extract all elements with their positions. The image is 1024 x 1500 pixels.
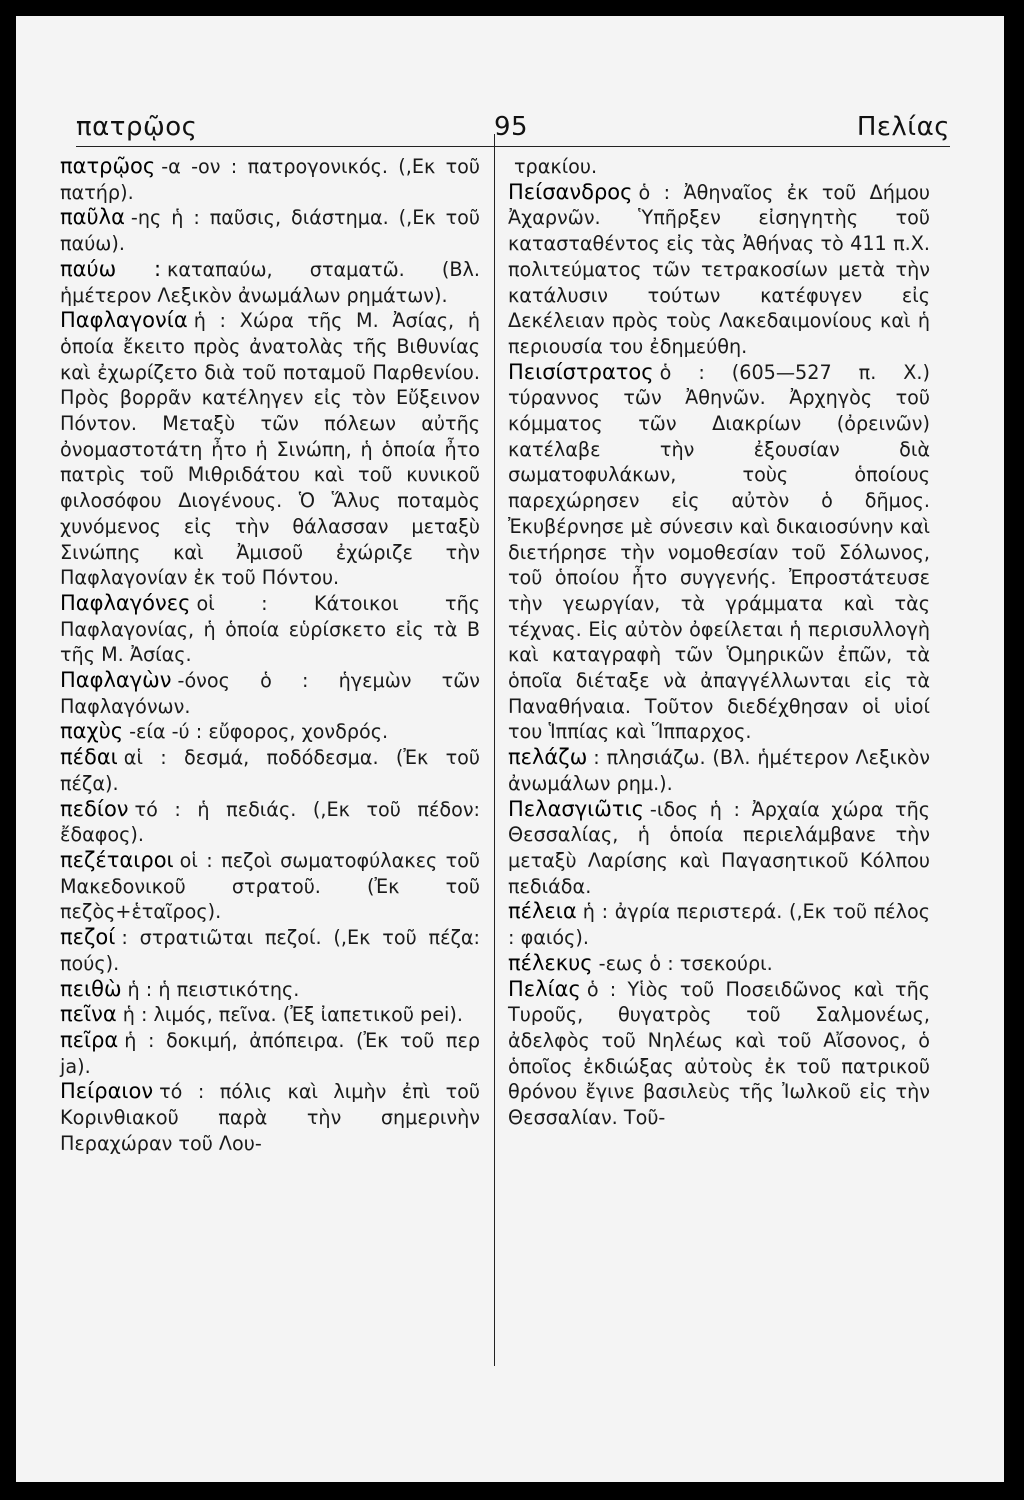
- entry-definition: τό : ἡ πεδιάς. (,Εκ τοῦ πέδον: ἔδαφος).: [60, 797, 480, 847]
- entry-definition: : πλησιάζω. (Βλ. ἡμέτερον Λεξικὸν ἀνωμάλων ρημ.).: [508, 746, 930, 795]
- dictionary-entry: [60, 308, 480, 591]
- dictionary-entry: [60, 205, 480, 256]
- dictionary-entry: [508, 951, 930, 977]
- entry-headword: πεῖνα: [60, 1002, 117, 1027]
- entry-definition: καταπαύω, σταματῶ. (Βλ. ἡμέτερον Λεξικὸν ἀνωμάλων ρημάτων).: [60, 257, 480, 307]
- entry-headword: παχὺς: [60, 719, 124, 744]
- entry-definition: ἡ : Χώρα τῆς Μ. Ἀσίας, ἡ ὁποία ἔκειτο πρὸς ἀνατολὰς τῆς Βιθυνίας καὶ ἐχωρίζετο διὰ τοῦ ποταμοῦ Παρθενίου. Πρὸς βορρᾶν κατέληγεν εἰς τὸν Εὔξεινον Πόντον. Μεταξὺ τῶν πόλεων αὐτῆς ὀνομαστοτάτη ἦτο ἡ Σινώπη, ἡ ὁποία ἦτο πατρὶς τοῦ Μιθριδάτου καὶ τοῦ κυνικοῦ φιλοσόφου Διογένους. Ὁ Ἅλυς ποταμὸς χυνόμενος εἰς τὴν θάλασσαν μεταξὺ Σινώπης καὶ Ἀμισοῦ ἐχώριζε τὴν Παφλαγονίαν ἐκ τοῦ Πόντου.: [60, 309, 480, 590]
- entry-definition: -ης ἡ : παῦσις, διάστημα. (,Εκ τοῦ παύω).: [60, 206, 480, 256]
- entry-definition: -ιδος ἡ : Ἀρχαία χώρα τῆς Θεσσαλίας, ἡ ὁποία περιελάμβανε τὴν μεταξὺ Λαρίσης καὶ Παγασητικοῦ Κόλπου πεδιάδα.: [508, 797, 930, 898]
- entry-definition: -εία -ύ : εὔφορος, χονδρός.: [129, 720, 389, 744]
- dictionary-entry: [60, 1079, 480, 1156]
- entry-headword: πατρῷος: [60, 154, 156, 178]
- header-right-word: Πελίας: [856, 112, 950, 142]
- dictionary-entry: [60, 977, 480, 1003]
- entry-definition: οἱ : πεζοὶ σωματοφύλακες τοῦ Μακεδονικοῦ στρατοῦ. (Ἐκ τοῦ πεζὸς+ἑταῖρος).: [60, 848, 480, 924]
- entry-headword: πελάζω: [508, 745, 588, 770]
- entry-definition: αἱ : δεσμά, ποδόδεσμα. (Ἐκ τοῦ πέζα).: [60, 746, 480, 795]
- dictionary-entry: [60, 591, 480, 668]
- entry-definition: ἡ : δοκιμή, ἀπόπειρα. (Ἐκ τοῦ περ ja).: [60, 1028, 480, 1078]
- dictionary-entry: [508, 899, 930, 950]
- dictionary-entry: [60, 745, 480, 796]
- entry-headword: πέλεκυς: [508, 950, 593, 975]
- right-column: [508, 154, 930, 1131]
- entry-headword: Πείσανδρος: [508, 179, 633, 204]
- dictionary-entry: [60, 668, 480, 719]
- entry-definition: ὁ : (605—527 π. Χ.) τύραννος τῶν Ἀθηνῶν. Ἀρχηγὸς τοῦ κόμματος τῶν Διακρίων (ὀρεινῶν) κατέλαβε τὴν ἐξουσίαν διὰ σωματοφυλάκων, τοὺς ὁποίους παρεχώρησεν εἰς αὐτὸν ὁ δῆμος. Ἐκυβέρνησε μὲ σύνεσιν καὶ δικαιοσύνην καὶ διετήρησε τὴν νομοθεσίαν τοῦ Σόλωνος, τοῦ ὁποίου ἦτο συγγενής. Ἐπροστάτευσε τὴν γεωργίαν, τὰ γράμματα καὶ τὰς τέχνας. Εἰς αὐτὸν ὀφείλεται ἡ περισυλλογὴ καὶ καταγραφὴ τῶν Ὁμηρικῶν ἐπῶν, τὰ ὁποῖα διέταξε νὰ ἀπαγγέλλωνται εἰς τὰ Παναθήναια. Τοῦτον διεδέχθησαν οἱ υἱοί του Ἱππίας καὶ Ἵππαρχος.: [508, 360, 930, 744]
- dictionary-entry: [60, 719, 480, 745]
- dictionary-entry: [60, 257, 480, 308]
- entry-headword: πεδίον: [60, 796, 129, 821]
- dictionary-entry: [60, 925, 480, 976]
- page-header: [76, 112, 950, 147]
- entry-headword: Παφλαγόνες: [60, 590, 191, 615]
- dictionary-entry: [508, 745, 930, 796]
- entry-headword: πέλεια: [508, 899, 577, 924]
- dictionary-entry: [508, 180, 930, 360]
- dictionary-entry: [60, 797, 480, 848]
- entry-definition: ἡ : λιμός, πεῖνα. (Ἐξ ἰαπετικοῦ pei).: [122, 1003, 463, 1027]
- dictionary-entry: [60, 1002, 480, 1028]
- entry-headword: Πείραιον: [60, 1079, 154, 1104]
- dictionary-entry: [60, 848, 480, 925]
- entry-headword: Πεισίστρατος: [508, 359, 654, 384]
- entry-headword: πεῖρα: [60, 1027, 119, 1052]
- dictionary-entry: [60, 154, 480, 205]
- dictionary-entry: [508, 797, 930, 900]
- entry-headword: παύω :: [60, 256, 162, 281]
- entry-definition: -όνος ὁ : ἡγεμὼν τῶν Παφλαγόνων.: [60, 669, 480, 718]
- header-left-word: πατρῷος: [76, 112, 198, 142]
- entry-headword: πέδαι: [60, 745, 118, 770]
- dictionary-entry: [508, 154, 930, 180]
- entry-headword: Πελίας: [508, 976, 581, 1001]
- entry-definition: ἡ : ἀγρία περιστερά. (,Εκ τοῦ πέλος : φαιός).: [508, 900, 930, 950]
- entry-definition: ὁ : Ἀθηναῖος ἐκ τοῦ Δήμου Ἀχαρνῶν. Ὑπῆρξεν εἰσηγητὴς τοῦ κατασταθέντος εἰς τὰς Ἀθήνας τὸ 411 π.Χ. πολιτεύματος τῶν τετρακοσίων μετὰ τὴν κατάλυσιν τούτων κατέφυγεν εἰς Δεκέλειαν πρὸς τοὺς Λακεδαιμονίους καὶ ἡ περιουσία του ἐδημεύθη.: [508, 180, 930, 358]
- entry-definition: -εως ὁ : τσεκούρι.: [598, 951, 773, 975]
- left-column: [60, 154, 480, 1156]
- entry-definition: οἱ : Κάτοικοι τῆς Παφλαγονίας, ἡ ὁποία εὑρίσκετο εἰς τὰ Β τῆς Μ. Ἀσίας.: [60, 591, 480, 667]
- entry-headword: Παφλαγονία: [60, 308, 188, 333]
- entry-definition: ὁ : Υἱὸς τοῦ Ποσειδῶνος καὶ τῆς Τυροῦς, θυγατρὸς τοῦ Σαλμονέως, ἀδελφὸς τοῦ Νηλέως καὶ τοῦ Αἴσονος, ὁ ὁποῖος ἐκδιώξας αὐτοὺς ἐκ τοῦ πατρικοῦ θρόνου ἔγινε βασιλεὺς τῆς Ἰωλκοῦ εἰς τὴν Θεσσαλίαν. Τοῦ-: [508, 977, 930, 1130]
- dictionary-entry: [508, 977, 930, 1131]
- dictionary-entry: [60, 1028, 480, 1079]
- entry-definition: -α -ον : πατρογονικός. (,Εκ τοῦ πατήρ).: [60, 155, 480, 204]
- entry-definition: : στρατιῶται πεζοί. (,Εκ τοῦ πέζα: πούς).: [60, 926, 480, 975]
- entry-headword: Παφλαγὼν: [60, 668, 172, 693]
- page-number: 95: [494, 112, 529, 142]
- entry-headword: πεζέταιροι: [60, 847, 174, 872]
- entry-definition: τό : πόλις καὶ λιμὴν ἐπὶ τοῦ Κορινθιακοῦ παρὰ τὴν σημερινὴν Περαχώραν τοῦ Λου-: [60, 1080, 480, 1155]
- dictionary-entry: [508, 360, 930, 746]
- column-divider: [494, 134, 495, 1366]
- entry-definition: ἡ : ἡ πειστικότης.: [127, 977, 300, 1001]
- entry-headword: πεζοί: [60, 925, 116, 950]
- entry-headword: Πελασγιῶτις: [508, 796, 644, 821]
- entry-definition: τρακίου.: [514, 155, 598, 178]
- entry-headword: παῦλα: [60, 205, 125, 230]
- entry-headword: πειθὼ: [60, 976, 122, 1001]
